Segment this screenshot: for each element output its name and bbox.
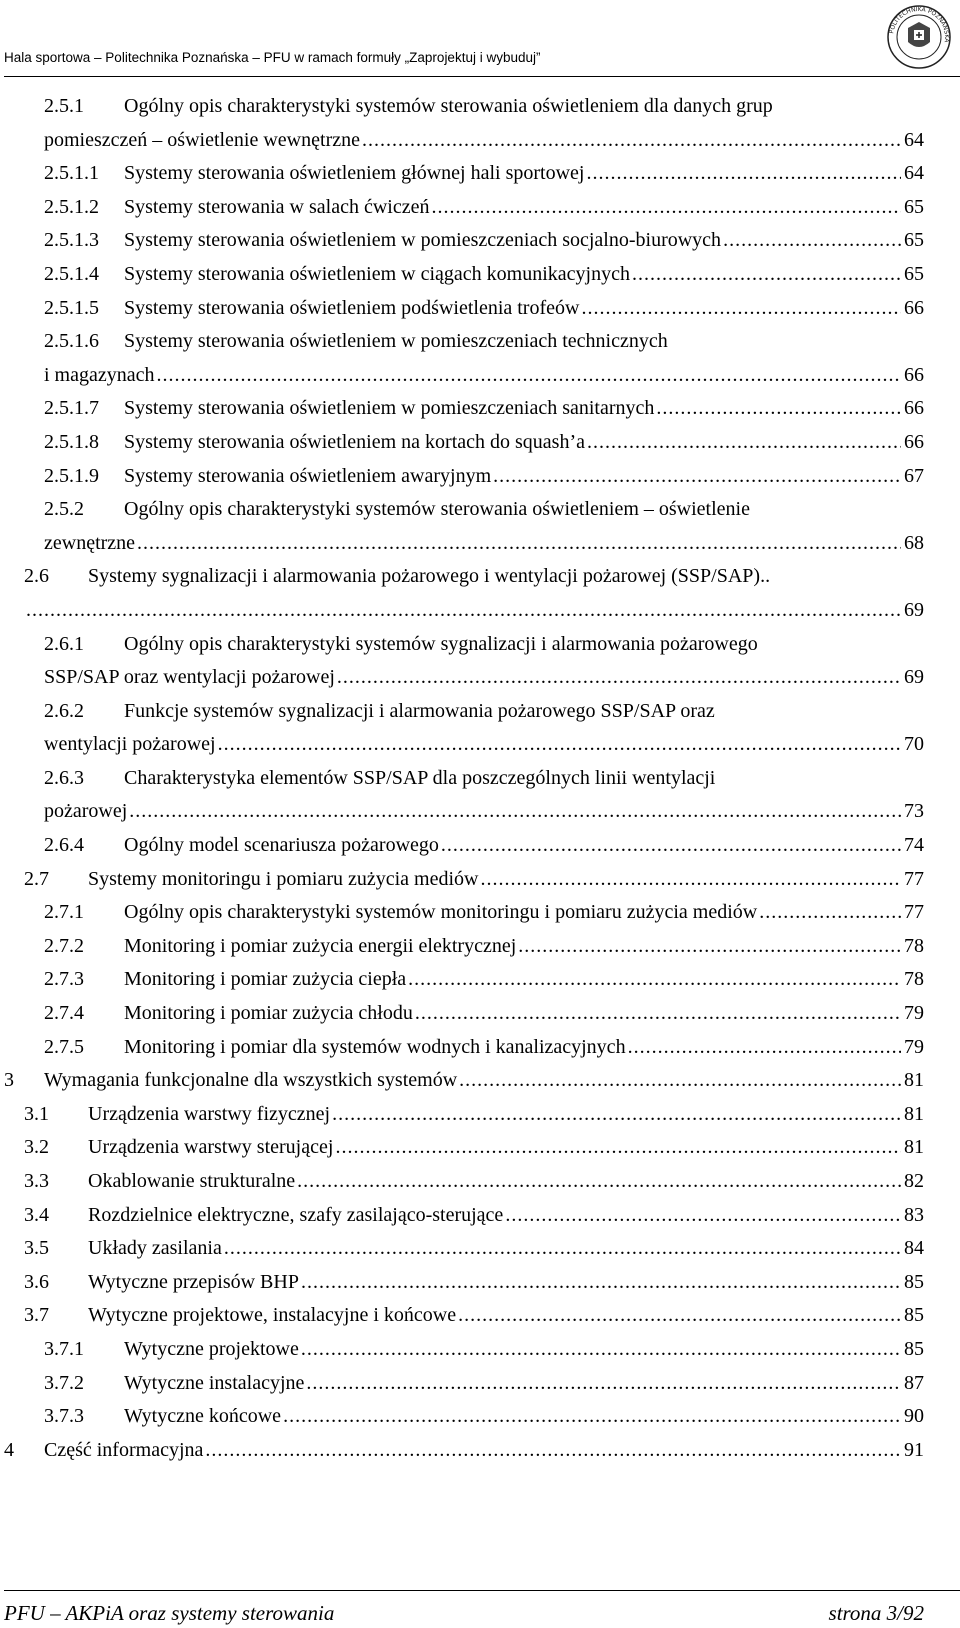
toc-page-number: 83: [904, 1203, 924, 1226]
toc-title: Systemy sygnalizacji i alarmowania pożarowego i wentylacji pożarowej (SSP/SAP)..: [88, 565, 771, 588]
toc-leader-dots: [332, 1098, 901, 1132]
toc-page-number: 67: [904, 464, 924, 487]
toc-number: 2.5.1.7: [44, 397, 99, 420]
toc-line: [44, 628, 924, 662]
page-footer: [4, 1590, 960, 1625]
toc-page-number: 74: [904, 834, 924, 857]
toc-line: [44, 963, 924, 997]
toc-number: 2.6: [24, 565, 49, 588]
toc-title: Systemy sterowania oświetleniem w ciągach komunikacyjnych: [124, 262, 630, 285]
toc-line: [24, 1232, 924, 1266]
toc-entry[interactable]: [0, 224, 960, 258]
toc-number: 2.7.4: [44, 1002, 84, 1025]
toc-line: [24, 1199, 924, 1233]
toc-number: 2.5.1.2: [44, 195, 99, 218]
toc-title: Wytyczne instalacyjne: [124, 1371, 305, 1394]
toc-title: Wytyczne przepisów BHP: [88, 1270, 299, 1293]
toc-title: Ogólny model scenariusza pożarowego: [124, 834, 439, 857]
toc-title: Wymagania funkcjonalne dla wszystkich systemów: [44, 1069, 458, 1092]
toc-entry[interactable]: [0, 1434, 960, 1468]
toc-number: 2.6.4: [44, 834, 84, 857]
toc-title: Rozdzielnice elektryczne, szafy zasilająco-sterujące: [88, 1203, 504, 1226]
table-of-contents: [0, 90, 960, 1467]
toc-leader-dots: [26, 594, 901, 628]
toc-entry[interactable]: [0, 560, 960, 627]
toc-line: [44, 527, 924, 561]
toc-number: 4: [4, 1438, 14, 1461]
toc-number: 2.5.1.5: [44, 296, 99, 319]
toc-page-number: 81: [904, 1102, 924, 1125]
toc-entry[interactable]: [0, 863, 960, 897]
toc-page-number: 66: [904, 430, 924, 453]
toc-line: [24, 1165, 924, 1199]
toc-leader-dots: [137, 527, 901, 561]
toc-entry[interactable]: [0, 1098, 960, 1132]
toc-number: 3.3: [24, 1170, 49, 1192]
toc-leader-dots: [581, 292, 901, 326]
toc-number: 2.7.2: [44, 934, 84, 957]
toc-line: [44, 224, 924, 258]
toc-entry[interactable]: [0, 325, 960, 392]
toc-leader-dots: [362, 124, 901, 158]
toc-title: pożarowej: [44, 800, 128, 823]
toc-title: Część informacyjna: [44, 1438, 204, 1461]
header-title: Hala sportowa – Politechnika Poznańska – PFU w ramach formuły „Zaprojektuj i wybuduj”: [4, 50, 541, 65]
toc-leader-dots: [628, 1031, 901, 1065]
toc-number: 2.5.1.9: [44, 464, 99, 487]
toc-line: [44, 1400, 924, 1434]
toc-entry[interactable]: [0, 997, 960, 1031]
toc-title: Urządzenia warstwy fizycznej: [88, 1102, 331, 1125]
toc-title: Ogólny opis charakterystyki systemów sygnalizacji i alarmowania pożarowego: [124, 632, 758, 655]
toc-entry[interactable]: [0, 1333, 960, 1367]
university-seal-icon: [886, 4, 952, 70]
toc-entry[interactable]: [0, 896, 960, 930]
toc-entry[interactable]: [0, 1232, 960, 1266]
toc-number: 3.4: [24, 1203, 49, 1226]
footer-page-number: strona 3/92: [828, 1601, 924, 1625]
toc-line: [44, 392, 924, 426]
toc-leader-dots: [306, 1367, 901, 1401]
toc-number: 3: [4, 1069, 14, 1092]
toc-leader-dots: [205, 1434, 901, 1468]
toc-entry[interactable]: [0, 1266, 960, 1300]
toc-page-number: 64: [904, 162, 924, 185]
toc-line: [44, 896, 924, 930]
toc-leader-dots: [493, 460, 901, 494]
toc-page-number: 65: [904, 195, 924, 218]
toc-line: [44, 493, 924, 527]
toc-line: [24, 1098, 924, 1132]
toc-number: 3.7.1: [44, 1337, 84, 1360]
toc-leader-dots: [335, 1131, 901, 1165]
toc-line: [44, 325, 924, 359]
toc-line: [44, 124, 924, 158]
toc-title: Systemy monitoringu i pomiaru zużycia mediów: [88, 867, 479, 890]
toc-page-number: 85: [904, 1270, 924, 1293]
toc-title: Układy zasilania: [88, 1237, 222, 1260]
toc-page-number: 87: [904, 1371, 924, 1394]
toc-line: [24, 560, 924, 594]
toc-line: [24, 1299, 924, 1333]
toc-page-number: 65: [904, 262, 924, 285]
toc-number: 3.1: [24, 1102, 49, 1125]
toc-leader-dots: [431, 191, 901, 225]
toc-leader-dots: [408, 963, 901, 997]
toc-entry[interactable]: [0, 1031, 960, 1065]
toc-entry[interactable]: [0, 460, 960, 494]
toc-number: 3.6: [24, 1270, 49, 1293]
toc-title: Monitoring i pomiar zużycia chłodu: [124, 1002, 413, 1025]
toc-line: [44, 997, 924, 1031]
toc-title: Ogólny opis charakterystyki systemów sterowania oświetleniem – oświetlenie: [124, 498, 750, 521]
toc-number: 3.7: [24, 1304, 49, 1327]
toc-entry[interactable]: [0, 1199, 960, 1233]
toc-line: [44, 460, 924, 494]
toc-title: Systemy sterowania oświetleniem w pomieszczeniach technicznych: [124, 330, 668, 353]
toc-leader-dots: [337, 661, 901, 695]
toc-leader-dots: [283, 1400, 901, 1434]
toc-title: Monitoring i pomiar zużycia energii elektrycznej: [124, 934, 517, 957]
toc-entry[interactable]: [0, 493, 960, 560]
toc-leader-dots: [586, 157, 901, 191]
toc-page-number: 90: [904, 1405, 924, 1428]
toc-title: Monitoring i pomiar zużycia ciepła: [124, 968, 407, 991]
toc-leader-dots: [129, 795, 901, 829]
toc-line: [44, 728, 924, 762]
toc-title: Okablowanie strukturalne: [88, 1170, 296, 1192]
toc-title: Systemy sterowania oświetleniem w pomieszczeniach socjalno-biurowych: [124, 229, 722, 252]
toc-line: [44, 157, 924, 191]
toc-entry[interactable]: [0, 695, 960, 762]
toc-entry[interactable]: [0, 1367, 960, 1401]
svg-text:POLITECHNIKA POZNAŃSKA: POLITECHNIKA POZNAŃSKA: [888, 5, 951, 43]
toc-leader-dots: [505, 1199, 901, 1233]
toc-page-number: 79: [904, 1035, 924, 1058]
toc-line: [44, 661, 924, 695]
toc-line: [44, 426, 924, 460]
toc-leader-dots: [656, 392, 901, 426]
toc-title: Systemy sterowania oświetleniem awaryjnym: [124, 464, 492, 487]
toc-title: Systemy sterowania oświetleniem głównej hali sportowej: [124, 162, 585, 185]
toc-title: zewnętrzne: [44, 531, 136, 554]
toc-line: [44, 1367, 924, 1401]
toc-leader-dots: [759, 896, 901, 930]
toc-line: [24, 863, 924, 897]
toc-number: 2.5.1.6: [44, 330, 99, 353]
toc-entry[interactable]: [0, 762, 960, 829]
toc-entry[interactable]: [0, 829, 960, 863]
toc-number: 2.6.2: [44, 699, 84, 722]
toc-leader-dots: [518, 930, 901, 964]
toc-page-number: 66: [904, 363, 924, 386]
toc-title: Wytyczne końcowe: [124, 1405, 282, 1428]
toc-entry[interactable]: [0, 1064, 960, 1098]
toc-leader-dots: [481, 863, 902, 897]
toc-title: Charakterystyka elementów SSP/SAP dla poszczególnych linii wentylacji: [124, 766, 716, 789]
toc-entry[interactable]: [0, 157, 960, 191]
toc-leader-dots: [459, 1064, 901, 1098]
toc-title: Wytyczne projektowe: [124, 1337, 299, 1360]
toc-line: [44, 359, 924, 393]
toc-page-number: 81: [904, 1136, 924, 1159]
toc-page-number: 64: [904, 128, 924, 151]
toc-title: i magazynach: [44, 363, 155, 386]
toc-entry[interactable]: [0, 258, 960, 292]
toc-entry[interactable]: [0, 963, 960, 997]
toc-line: [24, 594, 924, 628]
toc-line: [44, 829, 924, 863]
toc-number: 2.6.1: [44, 632, 84, 655]
toc-number: 2.7: [24, 867, 49, 890]
toc-title: Ogólny opis charakterystyki systemów sterowania oświetleniem dla danych grup: [124, 95, 773, 117]
toc-line: [4, 1434, 924, 1468]
toc-page-number: 81: [904, 1069, 924, 1092]
toc-number: 2.7.5: [44, 1035, 84, 1058]
toc-page-number: 73: [904, 800, 924, 823]
toc-leader-dots: [723, 224, 901, 258]
toc-line: [44, 258, 924, 292]
toc-page-number: 65: [904, 229, 924, 252]
toc-title: wentylacji pożarowej: [44, 733, 216, 756]
toc-leader-dots: [301, 1333, 901, 1367]
toc-page-number: 78: [904, 934, 924, 957]
toc-leader-dots: [415, 997, 901, 1031]
toc-number: 2.5.1.1: [44, 162, 99, 185]
toc-leader-dots: [587, 426, 901, 460]
toc-title: SSP/SAP oraz wentylacji pożarowej: [44, 666, 335, 689]
toc-page-number: 82: [904, 1170, 924, 1192]
toc-number: 3.7.2: [44, 1371, 84, 1394]
toc-entry[interactable]: [0, 1299, 960, 1333]
toc-title: Wytyczne projektowe, instalacyjne i końcowe: [88, 1304, 457, 1327]
toc-line: [24, 1131, 924, 1165]
toc-entry[interactable]: [0, 392, 960, 426]
toc-entry[interactable]: [0, 1131, 960, 1165]
toc-line: [44, 930, 924, 964]
toc-leader-dots: [441, 829, 901, 863]
toc-line: [44, 292, 924, 326]
toc-title: pomieszczeń – oświetlenie wewnętrzne: [44, 128, 360, 151]
toc-line: [44, 1333, 924, 1367]
toc-title: Systemy sterowania oświetleniem podświetlenia trofeów: [124, 296, 580, 319]
toc-page-number: 79: [904, 1002, 924, 1025]
toc-title: Systemy sterowania w salach ćwiczeń: [124, 195, 430, 218]
toc-line: [44, 762, 924, 796]
toc-number: 3.5: [24, 1237, 49, 1260]
toc-line: [4, 1064, 924, 1098]
toc-title: Monitoring i pomiar dla systemów wodnych i kanalizacyjnych: [124, 1035, 626, 1058]
toc-page-number: 68: [904, 531, 924, 554]
toc-page-number: 77: [904, 867, 924, 890]
toc-page-number: 85: [904, 1337, 924, 1360]
toc-number: 2.5.1: [44, 95, 84, 117]
toc-leader-dots: [632, 258, 901, 292]
toc-leader-dots: [297, 1165, 901, 1199]
toc-page-number: 77: [904, 901, 924, 924]
toc-number: 3.7.3: [44, 1405, 84, 1428]
toc-entry[interactable]: [0, 628, 960, 695]
toc-number: 2.7.3: [44, 968, 84, 991]
toc-title: Urządzenia warstwy sterującej: [88, 1136, 334, 1159]
toc-entry[interactable]: [0, 292, 960, 326]
toc-leader-dots: [224, 1232, 901, 1266]
toc-entry[interactable]: [0, 1400, 960, 1434]
toc-number: 2.5.2: [44, 498, 84, 521]
toc-line: [44, 695, 924, 729]
toc-leader-dots: [458, 1299, 901, 1333]
toc-page-number: 78: [904, 968, 924, 991]
toc-page-number: 66: [904, 296, 924, 319]
toc-number: 2.5.1.4: [44, 262, 99, 285]
toc-entry[interactable]: [0, 426, 960, 460]
page-header: [4, 0, 960, 77]
toc-page-number: 84: [904, 1237, 924, 1260]
toc-title: Systemy sterowania oświetleniem na kortach do squash’a: [124, 430, 585, 453]
toc-line: [24, 1266, 924, 1300]
toc-number: 2.6.3: [44, 766, 84, 789]
toc-page-number: 70: [904, 733, 924, 756]
toc-page-number: 69: [904, 598, 924, 621]
toc-page-number: 66: [904, 397, 924, 420]
toc-entry[interactable]: [0, 1165, 960, 1199]
toc-line: [44, 90, 924, 124]
toc-leader-dots: [157, 359, 902, 393]
toc-title: Systemy sterowania oświetleniem w pomieszczeniach sanitarnych: [124, 397, 655, 420]
toc-page-number: 85: [904, 1304, 924, 1327]
toc-entry[interactable]: [0, 90, 960, 157]
toc-entry[interactable]: [0, 191, 960, 225]
toc-line: [44, 1031, 924, 1065]
toc-number: 2.7.1: [44, 901, 84, 924]
toc-number: 2.5.1.8: [44, 430, 99, 453]
toc-page-number: 69: [904, 666, 924, 689]
toc-number: 2.5.1.3: [44, 229, 99, 252]
footer-document-name: PFU – AKPiA oraz systemy sterowania: [4, 1601, 335, 1625]
toc-leader-dots: [301, 1266, 901, 1300]
toc-entry[interactable]: [0, 930, 960, 964]
toc-line: [44, 795, 924, 829]
toc-line: [44, 191, 924, 225]
toc-title: Ogólny opis charakterystyki systemów monitoringu i pomiaru zużycia mediów: [124, 901, 758, 924]
toc-leader-dots: [218, 728, 901, 762]
toc-title: Funkcje systemów sygnalizacji i alarmowania pożarowego SSP/SAP oraz: [124, 699, 715, 722]
toc-page-number: 91: [904, 1438, 924, 1461]
toc-number: 3.2: [24, 1136, 49, 1159]
